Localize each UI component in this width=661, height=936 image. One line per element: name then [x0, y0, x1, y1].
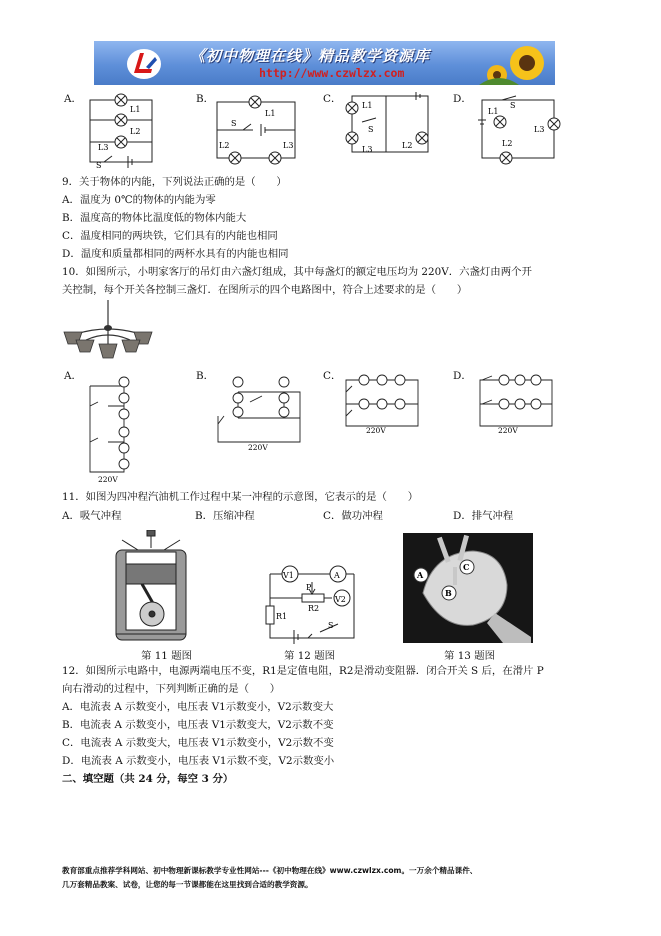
q8-b-l3: L3 [283, 141, 294, 150]
q11-option-a: A．吸气冲程 [62, 510, 122, 522]
q10-option-d-label: D． [453, 370, 472, 382]
q8-b-s: S [231, 119, 237, 128]
q10-d-voltage: 220V [498, 426, 518, 434]
banner-title: 《初中物理在线》精品教学资源库 [190, 47, 431, 65]
header-banner [94, 41, 555, 85]
sunflower-icon [479, 41, 555, 85]
q8-a-l3: L3 [98, 143, 109, 152]
q8-circuit-b [213, 90, 303, 170]
q10-circuit-b [210, 372, 310, 452]
q8-c-l3: L3 [362, 145, 373, 154]
chandelier-image [62, 300, 157, 368]
fig12-r1: R1 [276, 612, 288, 621]
q8-option-b-label: B． [196, 93, 215, 105]
fig12-circuit [262, 562, 364, 644]
fig12-r2: R2 [308, 604, 320, 613]
fig13-a: A [417, 570, 424, 580]
q10-option-a-label: A． [64, 370, 82, 382]
q9-option-a: A．温度为 0℃的物体的内能为零 [62, 194, 216, 206]
fig12-a: A [334, 571, 340, 580]
logo-icon [124, 45, 164, 81]
q8-d-l2: L2 [502, 139, 513, 148]
q10-circuit-a [84, 372, 144, 484]
q10-b-voltage: 220V [248, 443, 268, 452]
footer-line2: 几万套精品教案、试卷，让您的每一节课都能在这里找到合适的教学资源。 [62, 880, 313, 889]
q9-option-b: B．温度高的物体比温度低的物体内能大 [62, 212, 247, 224]
q12-option-b: B．电流表 A 示数变小，电压表 V1示数变大，V2示数不变 [62, 719, 334, 731]
fig12-s: S [328, 621, 334, 630]
q8-option-c-label: C． [323, 93, 342, 105]
q8-a-l1: L1 [130, 105, 141, 114]
q8-c-l1: L1 [362, 101, 373, 110]
q12-option-d: D．电流表 A 示数变小，电压表 V1示数不变，V2示数变小 [62, 755, 335, 767]
q8-circuit-c [340, 90, 435, 160]
q10-stem-line2: 关控制，每个开关各控制三盏灯．在图所示的四个电路图中，符合上述要求的是（ ） [62, 284, 468, 296]
q9-option-d: D．温度和质量都相同的两杯水具有的内能也相同 [62, 248, 289, 260]
q11-option-b: B．压缩冲程 [195, 510, 255, 522]
engine-diagram [112, 530, 194, 645]
q10-option-c-label: C． [323, 370, 342, 382]
fig13-b: B [445, 588, 452, 598]
q9-option-c: C．温度相同的两块铁，它们具有的内能也相同 [62, 230, 278, 242]
q8-c-l2: L2 [402, 141, 413, 150]
q10-circuit-c [338, 372, 428, 434]
q12-option-a: A．电流表 A 示数变小，电压表 V1示数变小，V2示数变大 [62, 701, 334, 713]
q8-b-l1: L1 [265, 109, 276, 118]
banner-url[interactable]: http://www.czwlzx.com [259, 66, 405, 80]
q11-option-d: D．排气冲程 [453, 510, 514, 522]
plug-photo [403, 533, 533, 643]
q10-stem-line1: 10．如图所示，小明家客厅的吊灯由六盏灯组成，其中每盏灯的额定电压均为 220V．六盏灯由两个开 [62, 266, 532, 278]
q12-stem-line2: 向右滑动的过程中，下列判断正确的是（ ） [62, 683, 281, 695]
fig12-caption: 第 12 题图 [284, 650, 335, 662]
q8-circuit-d [476, 94, 566, 168]
fig11-caption: 第 11 题图 [141, 650, 192, 662]
q8-circuit-a [84, 90, 164, 170]
q8-d-l3: L3 [534, 125, 545, 134]
q8-c-s: S [368, 125, 374, 134]
q11-option-c: C．做功冲程 [323, 510, 383, 522]
q11-stem: 11．如图为四冲程汽油机工作过程中某一冲程的示意图，它表示的是（ ） [62, 491, 419, 503]
q12-option-c: C．电流表 A 示数变大，电压表 V1示数变小，V2示数不变 [62, 737, 334, 749]
q10-c-voltage: 220V [366, 426, 386, 434]
q8-b-l2: L2 [219, 141, 230, 150]
q9-stem: 9．关于物体的内能，下列说法正确的是（ ） [62, 176, 287, 188]
fig12-v1: V1 [283, 571, 294, 580]
q10-option-b-label: B． [196, 370, 215, 382]
q8-a-s: S [96, 161, 102, 170]
section-fill-in-title: 二、填空题（共 24 分，每空 3 分） [62, 773, 234, 785]
fig12-v2: V2 [335, 595, 346, 604]
q8-d-l1: L1 [488, 107, 499, 116]
q8-option-a-label: A． [64, 93, 82, 105]
q8-a-l2: L2 [130, 127, 141, 136]
q12-stem-line1: 12．如图所示电路中，电源两端电压不变，R1是定值电阻，R2是滑动变阻器．闭合开关 S 后，在滑片 P [62, 665, 544, 677]
q10-circuit-d [472, 372, 562, 434]
q10-a-voltage: 220V [98, 475, 118, 484]
fig12-p: P [306, 583, 312, 592]
q8-option-d-label: D． [453, 93, 472, 105]
fig13-caption: 第 13 题图 [444, 650, 495, 662]
footer-line1: 教育部重点推荐学科网站、初中物理新课标教学专业性网站---《初中物理在线》www.czwlzx.com。一万余个精品课件、 [62, 866, 478, 875]
fig13-c: C [463, 562, 470, 572]
q8-d-s: S [510, 101, 516, 110]
